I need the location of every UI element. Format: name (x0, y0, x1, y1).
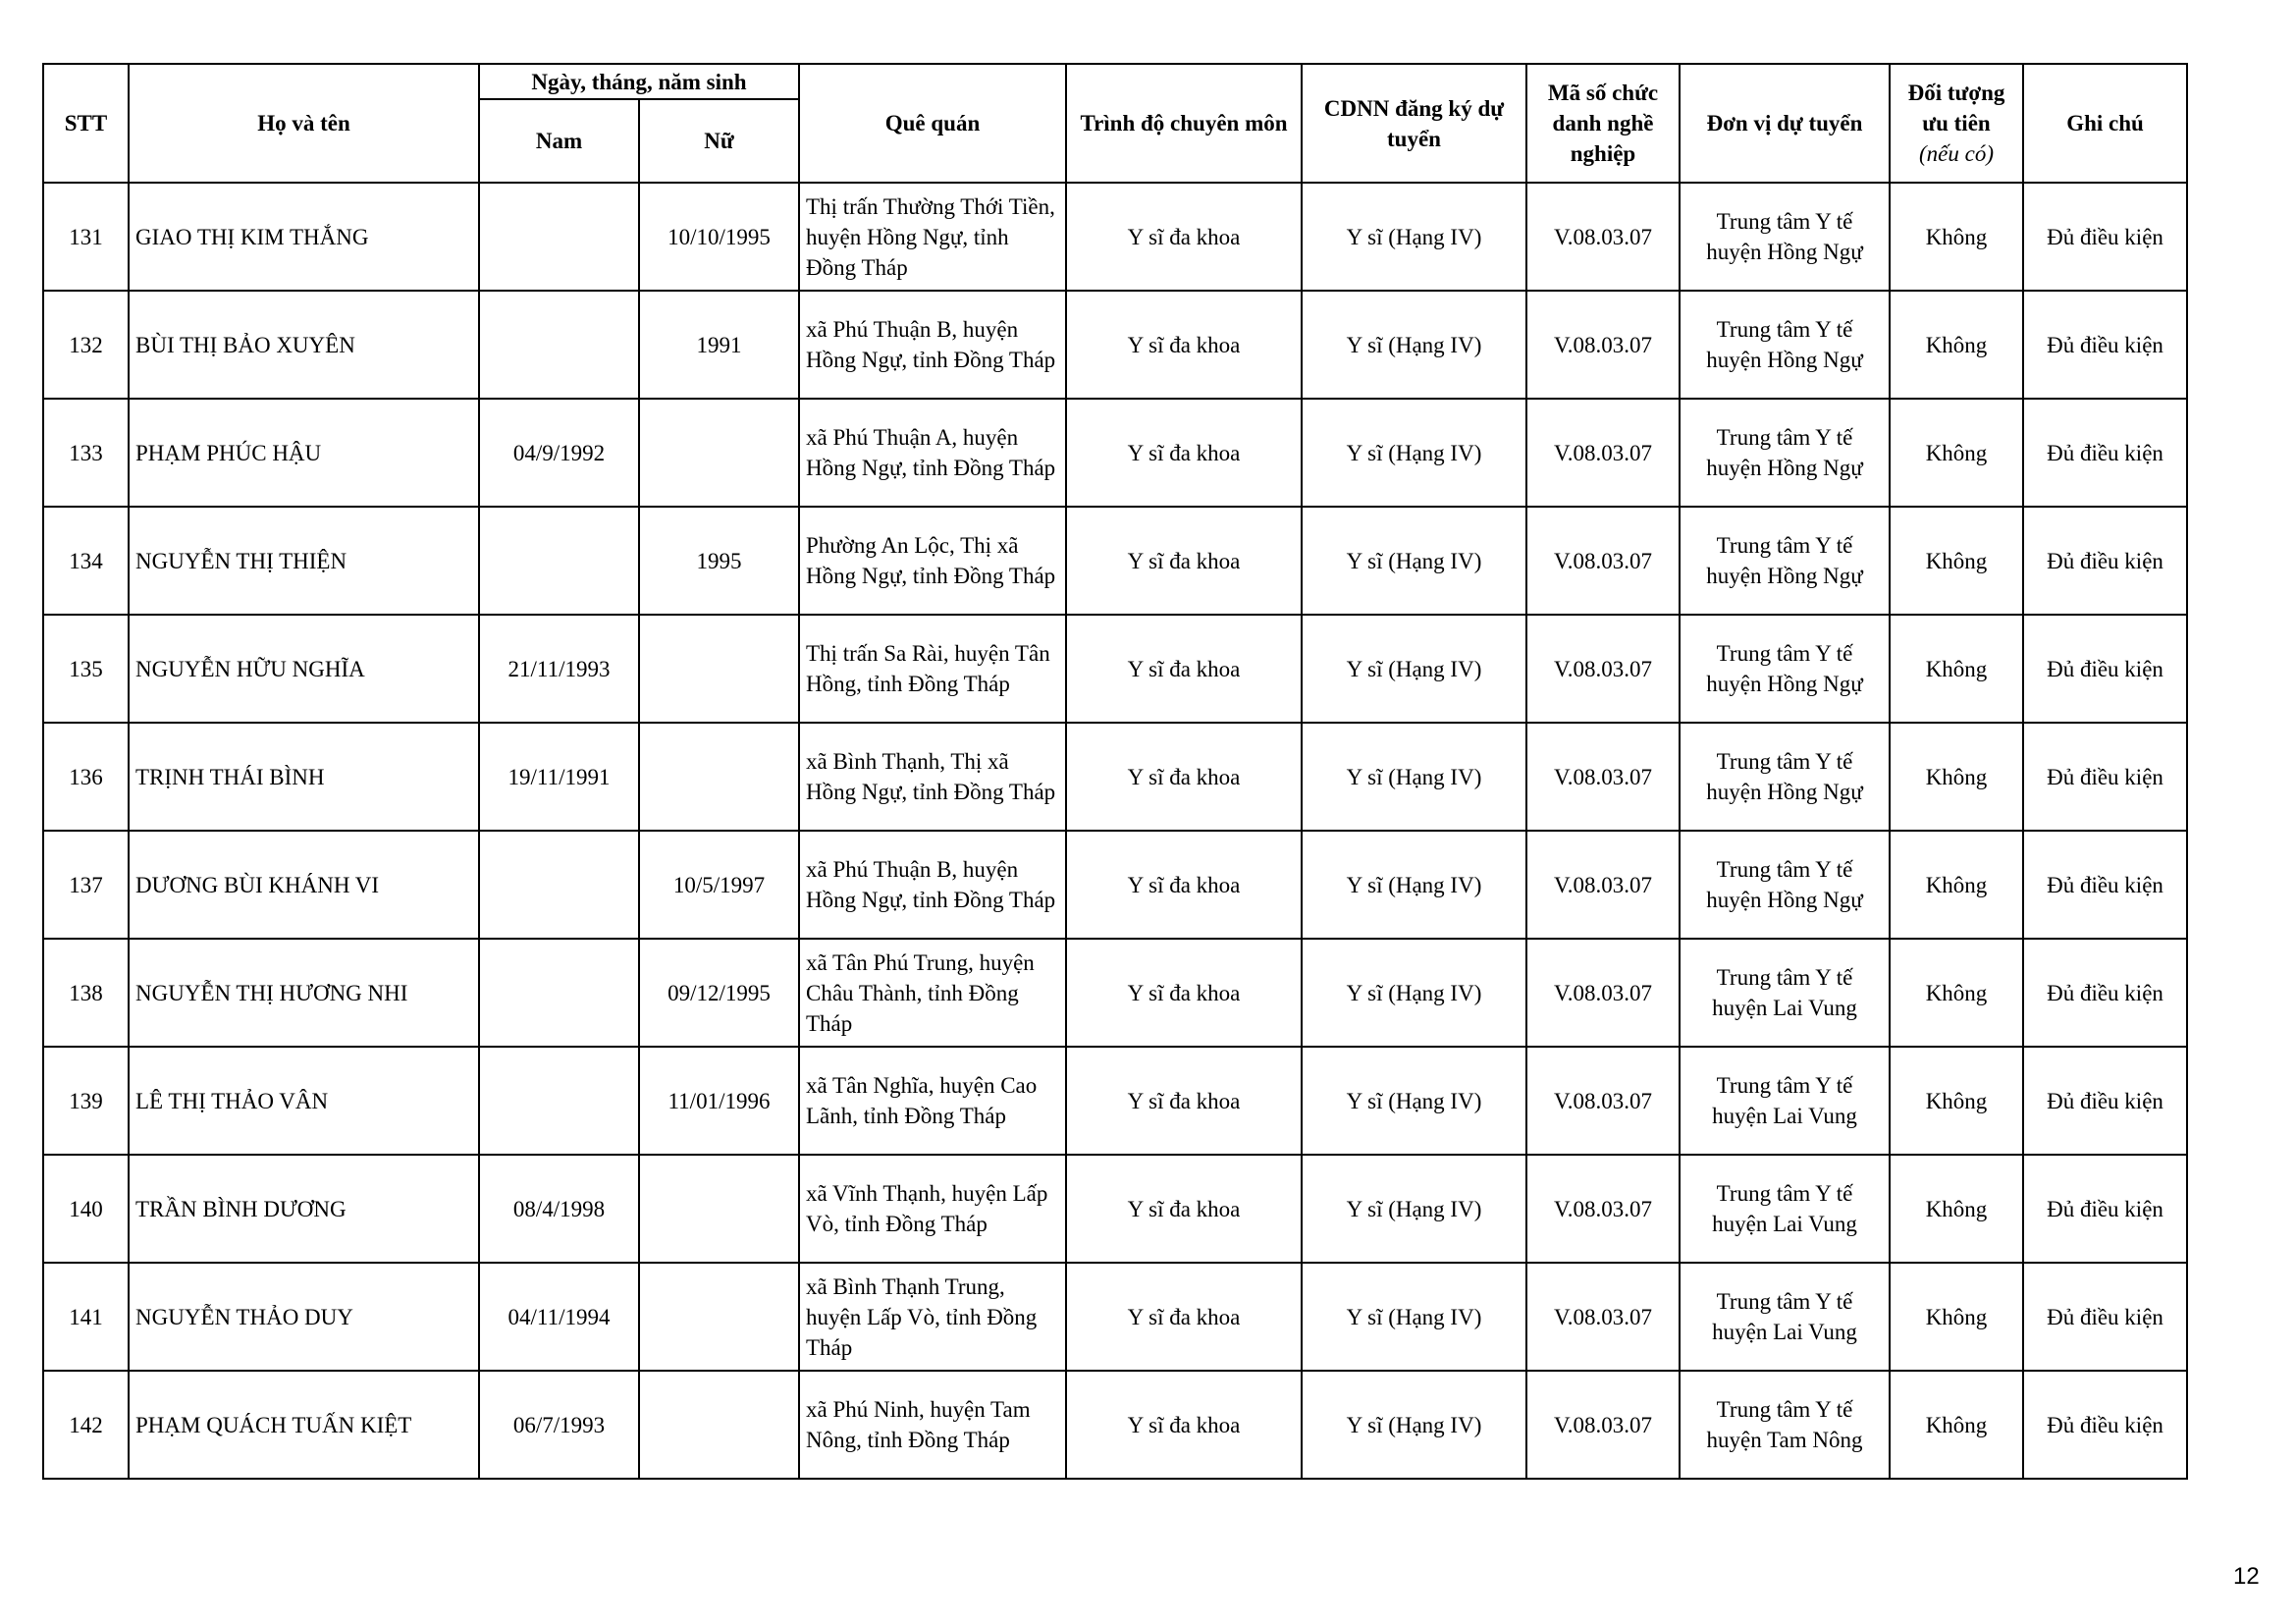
priority-cell: Không (1890, 831, 2023, 939)
recruiting-unit-cell: Trung tâm Y tế huyện Lai Vung (1680, 1263, 1890, 1371)
stt-cell: 138 (43, 939, 129, 1047)
registered-title-cell: Y sĩ (Hạng IV) (1302, 615, 1526, 723)
female-dob-cell: 10/10/1995 (639, 183, 799, 291)
title-code-cell: V.08.03.07 (1526, 1371, 1680, 1479)
female-dob-cell (639, 723, 799, 831)
male-dob-cell (479, 507, 639, 615)
notes-cell: Đủ điều kiện (2023, 1047, 2187, 1155)
qualification-cell: Y sĩ đa khoa (1066, 1371, 1302, 1479)
header-stt: STT (43, 64, 129, 183)
hometown-cell: xã Bình Thạnh, Thị xã Hồng Ngự, tỉnh Đồng Tháp (799, 723, 1066, 831)
female-dob-cell: 1991 (639, 291, 799, 399)
qualification-cell: Y sĩ đa khoa (1066, 399, 1302, 507)
header-priority-note: (nếu có) (1919, 141, 1994, 166)
stt-cell: 141 (43, 1263, 129, 1371)
name-cell: TRẦN BÌNH DƯƠNG (129, 1155, 479, 1263)
stt-cell: 140 (43, 1155, 129, 1263)
table-row (43, 1155, 2187, 1263)
title-code-cell: V.08.03.07 (1526, 399, 1680, 507)
qualification-cell: Y sĩ đa khoa (1066, 507, 1302, 615)
header-date-of-birth: Ngày, tháng, năm sinh (479, 64, 799, 99)
recruiting-unit-cell: Trung tâm Y tế huyện Lai Vung (1680, 939, 1890, 1047)
table-row (43, 1047, 2187, 1155)
title-code-cell: V.08.03.07 (1526, 1047, 1680, 1155)
title-code-cell: V.08.03.07 (1526, 507, 1680, 615)
hometown-cell: Thị trấn Thường Thới Tiền, huyện Hồng Ngự, tỉnh Đồng Tháp (799, 183, 1066, 291)
male-dob-cell (479, 183, 639, 291)
recruiting-unit-cell: Trung tâm Y tế huyện Hồng Ngự (1680, 291, 1890, 399)
header-notes: Ghi chú (2023, 64, 2187, 183)
title-code-cell: V.08.03.07 (1526, 723, 1680, 831)
stt-cell: 133 (43, 399, 129, 507)
recruiting-unit-cell: Trung tâm Y tế huyện Lai Vung (1680, 1047, 1890, 1155)
recruiting-unit-cell: Trung tâm Y tế huyện Lai Vung (1680, 1155, 1890, 1263)
priority-cell: Không (1890, 507, 2023, 615)
name-cell: PHẠM QUÁCH TUẤN KIỆT (129, 1371, 479, 1479)
female-dob-cell (639, 1371, 799, 1479)
qualification-cell: Y sĩ đa khoa (1066, 1047, 1302, 1155)
priority-cell: Không (1890, 1263, 2023, 1371)
header-full-name: Họ và tên (129, 64, 479, 183)
priority-cell: Không (1890, 183, 2023, 291)
hometown-cell: xã Phú Thuận A, huyện Hồng Ngự, tỉnh Đồng Tháp (799, 399, 1066, 507)
hometown-cell: xã Phú Thuận B, huyện Hồng Ngự, tỉnh Đồng Tháp (799, 831, 1066, 939)
male-dob-cell (479, 939, 639, 1047)
registered-title-cell: Y sĩ (Hạng IV) (1302, 1263, 1526, 1371)
female-dob-cell (639, 615, 799, 723)
recruiting-unit-cell: Trung tâm Y tế huyện Hồng Ngự (1680, 723, 1890, 831)
stt-cell: 139 (43, 1047, 129, 1155)
priority-cell: Không (1890, 291, 2023, 399)
header-recruiting-unit: Đơn vị dự tuyển (1680, 64, 1890, 183)
title-code-cell: V.08.03.07 (1526, 1263, 1680, 1371)
name-cell: BÙI THỊ BẢO XUYÊN (129, 291, 479, 399)
hometown-cell: xã Vĩnh Thạnh, huyện Lấp Vò, tỉnh Đồng Tháp (799, 1155, 1066, 1263)
table-row (43, 399, 2187, 507)
notes-cell: Đủ điều kiện (2023, 399, 2187, 507)
female-dob-cell (639, 1155, 799, 1263)
notes-cell: Đủ điều kiện (2023, 831, 2187, 939)
female-dob-cell: 1995 (639, 507, 799, 615)
hometown-cell: xã Tân Nghĩa, huyện Cao Lãnh, tỉnh Đồng Tháp (799, 1047, 1066, 1155)
header-registered-title: CDNN đăng ký dự tuyển (1302, 64, 1526, 183)
male-dob-cell: 19/11/1991 (479, 723, 639, 831)
table-row (43, 1371, 2187, 1479)
stt-cell: 142 (43, 1371, 129, 1479)
hometown-cell: xã Phú Ninh, huyện Tam Nông, tỉnh Đồng Tháp (799, 1371, 1066, 1479)
stt-cell: 131 (43, 183, 129, 291)
header-female: Nữ (639, 99, 799, 183)
table-row (43, 939, 2187, 1047)
header-priority-label: Đối tượng ưu tiên (1907, 81, 2005, 135)
hometown-cell: Phường An Lộc, Thị xã Hồng Ngự, tỉnh Đồng Tháp (799, 507, 1066, 615)
recruiting-unit-cell: Trung tâm Y tế huyện Hồng Ngự (1680, 183, 1890, 291)
name-cell: NGUYỄN THỊ HƯƠNG NHI (129, 939, 479, 1047)
title-code-cell: V.08.03.07 (1526, 291, 1680, 399)
male-dob-cell: 06/7/1993 (479, 1371, 639, 1479)
name-cell: TRỊNH THÁI BÌNH (129, 723, 479, 831)
male-dob-cell: 08/4/1998 (479, 1155, 639, 1263)
male-dob-cell (479, 291, 639, 399)
female-dob-cell (639, 399, 799, 507)
name-cell: NGUYỄN THẢO DUY (129, 1263, 479, 1371)
recruiting-unit-cell: Trung tâm Y tế huyện Tam Nông (1680, 1371, 1890, 1479)
male-dob-cell (479, 1047, 639, 1155)
table-row (43, 291, 2187, 399)
female-dob-cell: 10/5/1997 (639, 831, 799, 939)
name-cell: GIAO THỊ KIM THẮNG (129, 183, 479, 291)
registered-title-cell: Y sĩ (Hạng IV) (1302, 939, 1526, 1047)
notes-cell: Đủ điều kiện (2023, 507, 2187, 615)
table-row (43, 507, 2187, 615)
table-row (43, 831, 2187, 939)
male-dob-cell: 04/11/1994 (479, 1263, 639, 1371)
recruiting-unit-cell: Trung tâm Y tế huyện Hồng Ngự (1680, 507, 1890, 615)
name-cell: LÊ THỊ THẢO VÂN (129, 1047, 479, 1155)
notes-cell: Đủ điều kiện (2023, 1263, 2187, 1371)
qualification-cell: Y sĩ đa khoa (1066, 723, 1302, 831)
male-dob-cell: 21/11/1993 (479, 615, 639, 723)
notes-cell: Đủ điều kiện (2023, 1371, 2187, 1479)
registered-title-cell: Y sĩ (Hạng IV) (1302, 291, 1526, 399)
registered-title-cell: Y sĩ (Hạng IV) (1302, 1371, 1526, 1479)
header-title-code: Mã số chức danh nghề nghiệp (1526, 64, 1680, 183)
qualification-cell: Y sĩ đa khoa (1066, 615, 1302, 723)
priority-cell: Không (1890, 939, 2023, 1047)
priority-cell: Không (1890, 399, 2023, 507)
registered-title-cell: Y sĩ (Hạng IV) (1302, 507, 1526, 615)
female-dob-cell (639, 1263, 799, 1371)
stt-cell: 132 (43, 291, 129, 399)
qualification-cell: Y sĩ đa khoa (1066, 291, 1302, 399)
title-code-cell: V.08.03.07 (1526, 939, 1680, 1047)
hometown-cell: xã Phú Thuận B, huyện Hồng Ngự, tỉnh Đồng Tháp (799, 291, 1066, 399)
header-male: Nam (479, 99, 639, 183)
stt-cell: 134 (43, 507, 129, 615)
notes-cell: Đủ điều kiện (2023, 939, 2187, 1047)
name-cell: NGUYỄN HỮU NGHĨA (129, 615, 479, 723)
priority-cell: Không (1890, 1371, 2023, 1479)
notes-cell: Đủ điều kiện (2023, 723, 2187, 831)
qualification-cell: Y sĩ đa khoa (1066, 1263, 1302, 1371)
male-dob-cell (479, 831, 639, 939)
stt-cell: 136 (43, 723, 129, 831)
qualification-cell: Y sĩ đa khoa (1066, 1155, 1302, 1263)
hometown-cell: xã Bình Thạnh Trung, huyện Lấp Vò, tỉnh Đồng Tháp (799, 1263, 1066, 1371)
header-qualification: Trình độ chuyên môn (1066, 64, 1302, 183)
page-number: 12 (2233, 1563, 2260, 1590)
notes-cell: Đủ điều kiện (2023, 615, 2187, 723)
notes-cell: Đủ điều kiện (2023, 291, 2187, 399)
registered-title-cell: Y sĩ (Hạng IV) (1302, 399, 1526, 507)
title-code-cell: V.08.03.07 (1526, 831, 1680, 939)
title-code-cell: V.08.03.07 (1526, 183, 1680, 291)
registered-title-cell: Y sĩ (Hạng IV) (1302, 1155, 1526, 1263)
priority-cell: Không (1890, 1155, 2023, 1263)
table-row (43, 723, 2187, 831)
recruiting-unit-cell: Trung tâm Y tế huyện Hồng Ngự (1680, 399, 1890, 507)
registered-title-cell: Y sĩ (Hạng IV) (1302, 183, 1526, 291)
name-cell: PHẠM PHÚC HẬU (129, 399, 479, 507)
name-cell: NGUYỄN THỊ THIỆN (129, 507, 479, 615)
candidate-table (42, 63, 2188, 1480)
priority-cell: Không (1890, 1047, 2023, 1155)
notes-cell: Đủ điều kiện (2023, 1155, 2187, 1263)
name-cell: DƯƠNG BÙI KHÁNH VI (129, 831, 479, 939)
hometown-cell: xã Tân Phú Trung, huyện Châu Thành, tỉnh Đồng Tháp (799, 939, 1066, 1047)
qualification-cell: Y sĩ đa khoa (1066, 939, 1302, 1047)
priority-cell: Không (1890, 615, 2023, 723)
hometown-cell: Thị trấn Sa Rài, huyện Tân Hồng, tỉnh Đồng Tháp (799, 615, 1066, 723)
table-row (43, 1263, 2187, 1371)
header-hometown: Quê quán (799, 64, 1066, 183)
stt-cell: 137 (43, 831, 129, 939)
registered-title-cell: Y sĩ (Hạng IV) (1302, 831, 1526, 939)
recruiting-unit-cell: Trung tâm Y tế huyện Hồng Ngự (1680, 831, 1890, 939)
male-dob-cell: 04/9/1992 (479, 399, 639, 507)
stt-cell: 135 (43, 615, 129, 723)
qualification-cell: Y sĩ đa khoa (1066, 831, 1302, 939)
title-code-cell: V.08.03.07 (1526, 1155, 1680, 1263)
female-dob-cell: 11/01/1996 (639, 1047, 799, 1155)
recruiting-unit-cell: Trung tâm Y tế huyện Hồng Ngự (1680, 615, 1890, 723)
registered-title-cell: Y sĩ (Hạng IV) (1302, 1047, 1526, 1155)
table-row (43, 615, 2187, 723)
title-code-cell: V.08.03.07 (1526, 615, 1680, 723)
notes-cell: Đủ điều kiện (2023, 183, 2187, 291)
header-priority (1890, 64, 2023, 183)
registered-title-cell: Y sĩ (Hạng IV) (1302, 723, 1526, 831)
table-row (43, 183, 2187, 291)
female-dob-cell: 09/12/1995 (639, 939, 799, 1047)
priority-cell: Không (1890, 723, 2023, 831)
qualification-cell: Y sĩ đa khoa (1066, 183, 1302, 291)
